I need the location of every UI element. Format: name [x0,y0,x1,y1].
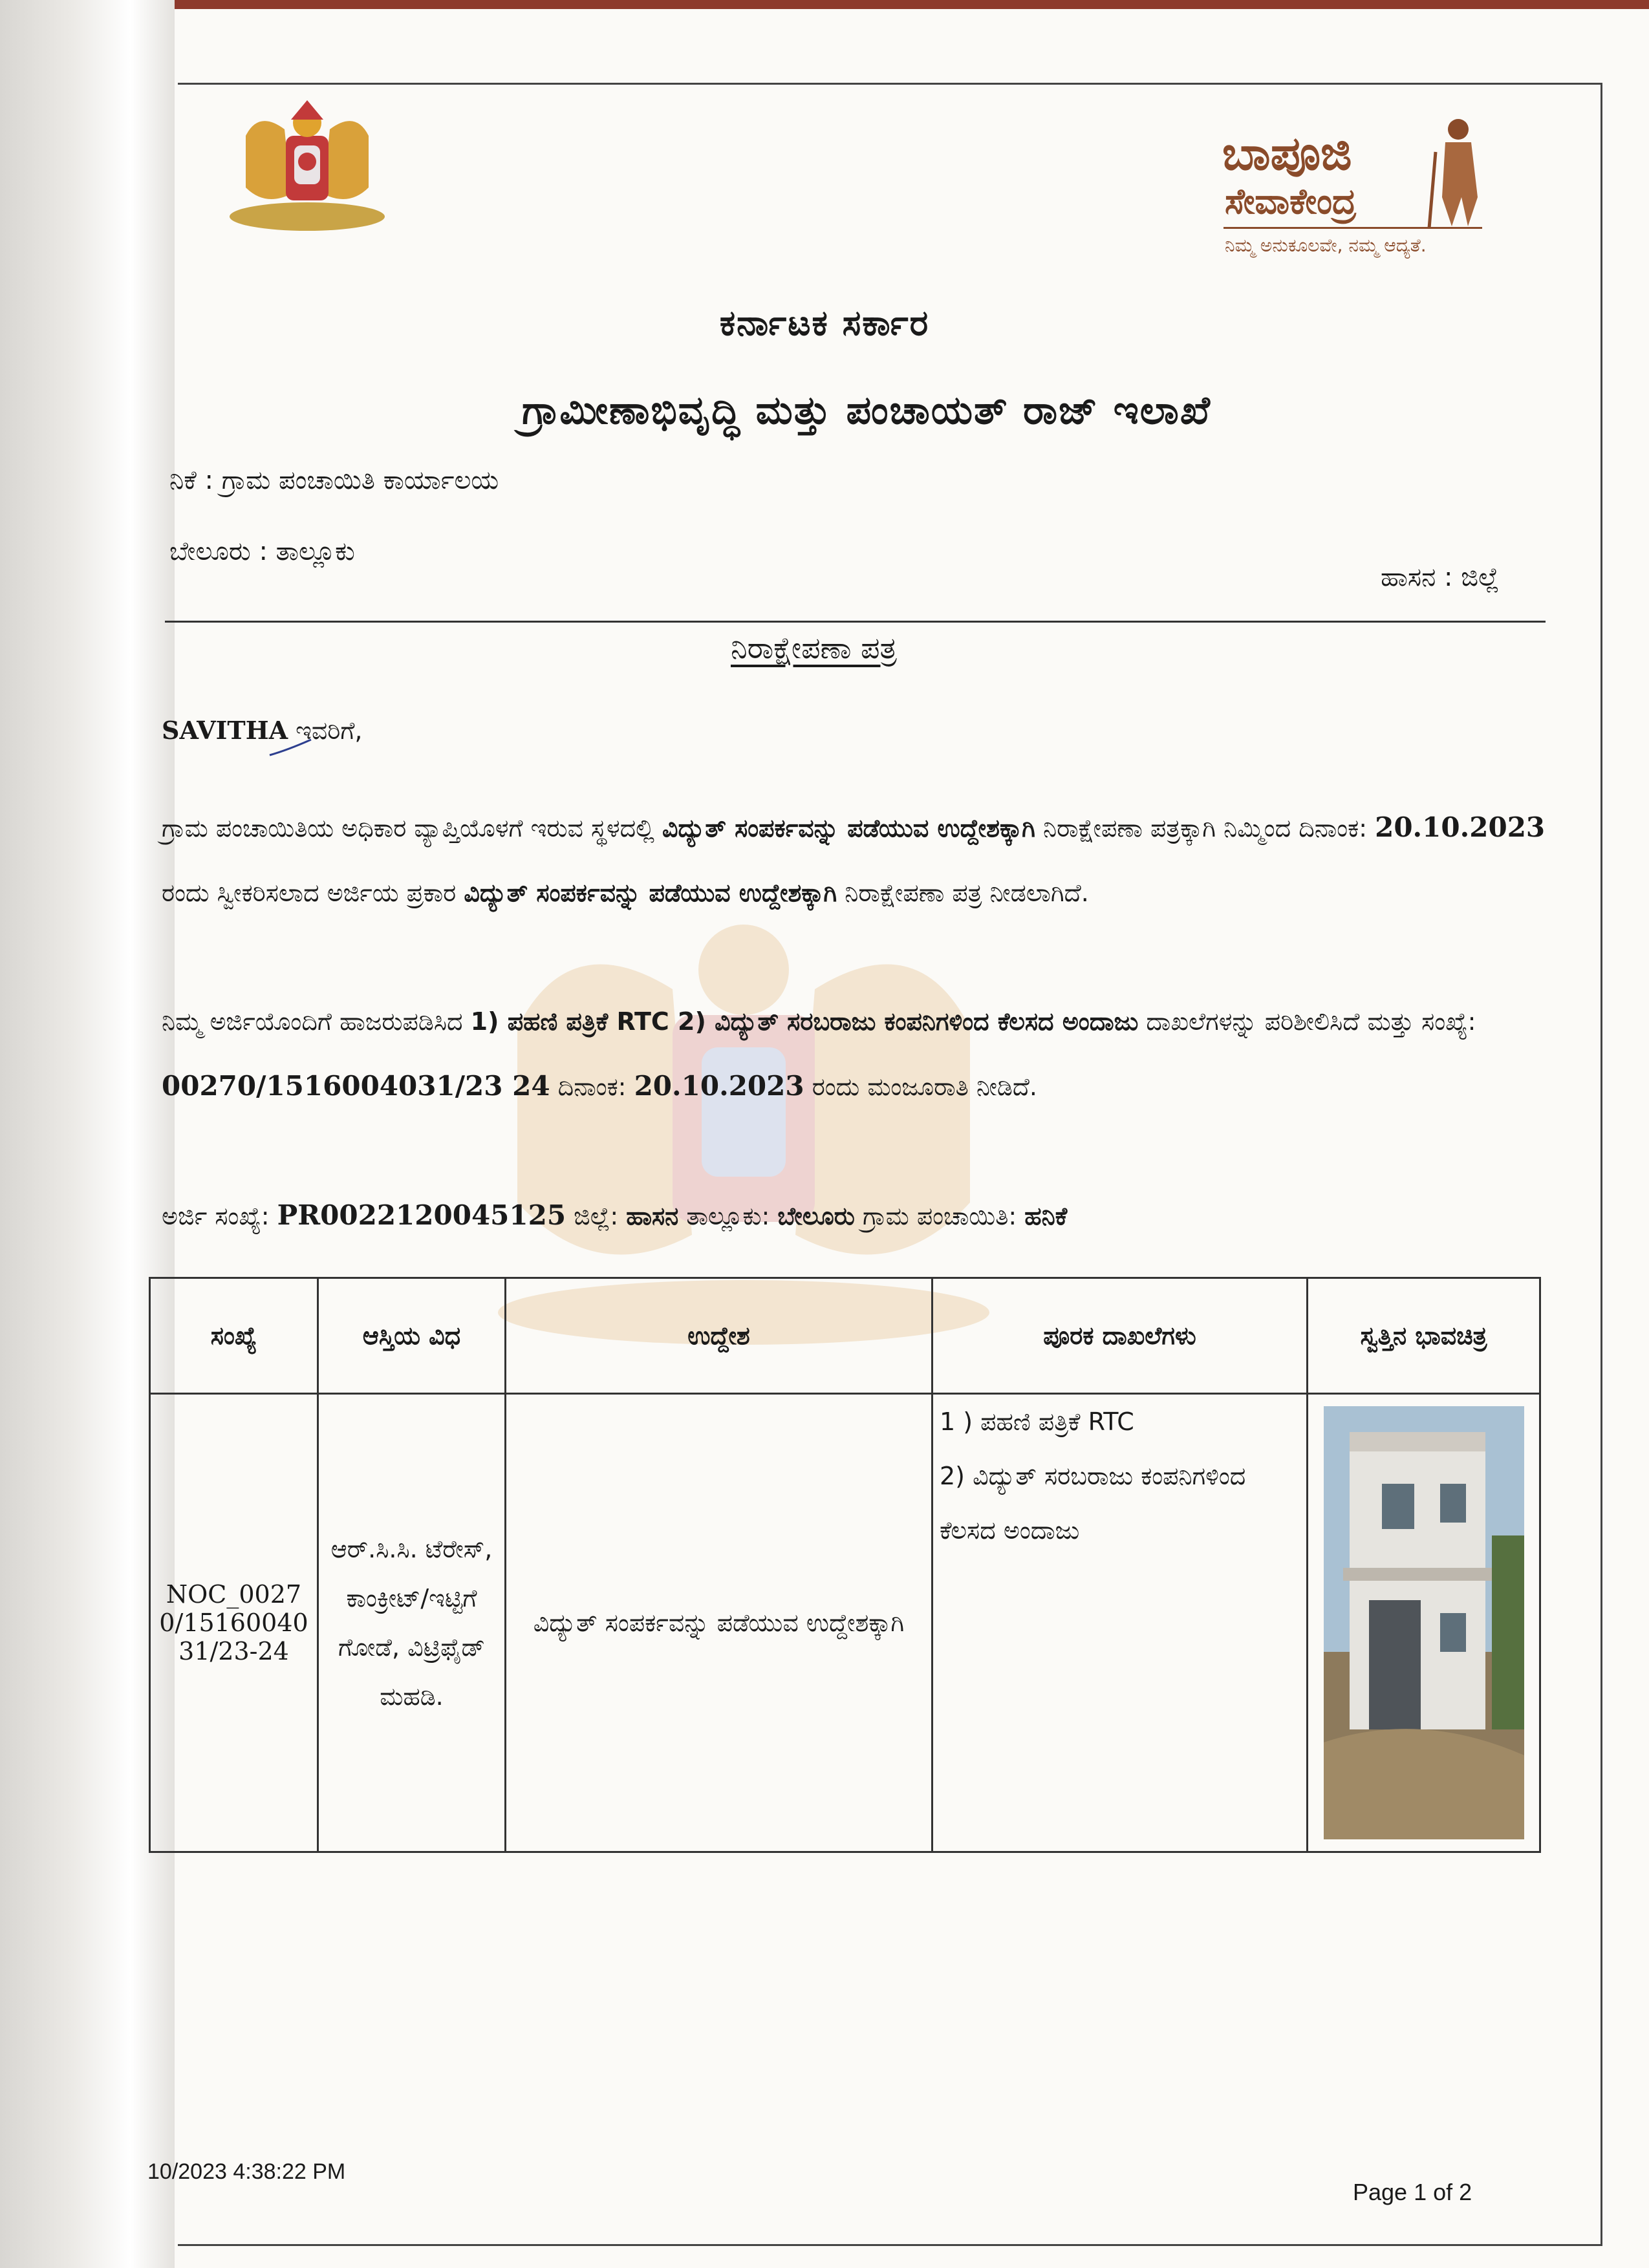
para1-purpose: ವಿದ್ಯುತ್ ಸಂಪರ್ಕವನ್ನು ಪಡೆಯುವ ಉದ್ದೇಶಕ್ಕಾಗಿ [662,814,1035,842]
cell-purpose: ವಿದ್ಯುತ್ ಸಂಪರ್ಕವನ್ನು ಪಡೆಯುವ ಉದ್ದೇಶಕ್ಕಾಗಿ [506,1394,932,1852]
reference-taluk-label: ತಾಲ್ಲೂಕು: [678,1202,778,1230]
pen-tick-mark [268,738,314,758]
reference-label: ಅರ್ಜಿ ಸಂಖ್ಯೆ: [162,1202,277,1230]
para1-part-d: ರಂದು ಸ್ವೀಕರಿಸಲಾದ ಅರ್ಜಿಯ ಪ್ರಕಾರ [162,879,464,907]
reference-gp: ಹನಿಕೆ [1024,1202,1068,1230]
brand-line2: ಸೇವಾಕೇಂದ್ರ [1225,181,1357,222]
top-edge [175,0,1649,9]
taluk-line: ಬೇಲೂರು : ತಾಲ್ಲೂಕು [169,537,355,566]
doc-item-1: 1 ) ಪಹಣಿ ಪತ್ರಿಕೆ RTC [940,1407,1134,1436]
reference-district: ಹಾಸನ [626,1202,679,1230]
para2-part-c: ದಿನಾಂಕ: [550,1073,634,1101]
header-property-type: ಆಸ್ತಿಯ ವಿಧ [318,1278,506,1394]
para1-part-a: ಗ್ರಾಮ ಪಂಚಾಯಿತಿಯ ಅಧಿಕಾರ ವ್ಯಾಪ್ತಿಯೊಳಗೆ ಇರುವ ಸ್ಥಳದಲ್ಲಿ [162,814,662,842]
header-property-photo: ಸ್ವತ್ತಿನ ಭಾವಚಿತ್ರ [1308,1278,1540,1394]
cell-supporting-docs [932,1394,1308,1852]
para2-number: 00270/1516004031/23 24 [162,1070,550,1102]
addressee-line [162,698,1546,763]
table-row [150,1394,1540,1852]
reference-gp-label: ಗ್ರಾಮ ಪಂಚಾಯಿತಿ: [854,1202,1025,1230]
district-line: ಹಾಸನ : ಜಿಲ್ಲೆ [1381,562,1500,592]
cell-number: NOC_00270/1516004031/23-24 [150,1394,318,1852]
government-title: ಕರ್ನಾಟಕ ಸರ್ಕಾರ [719,303,930,343]
property-photo [1324,1406,1524,1839]
noc-details-table [149,1277,1541,1853]
para2-documents: 1) ಪಹಣಿ ಪತ್ರಿಕೆ RTC 2) ವಿದ್ಯುತ್ ಸರಬರಾಜು ಕಂಪನಿಗಳಿಂದ ಕೆಲಸದ ಅಂದಾಜು [470,1007,1139,1036]
reference-number: PR0022120045125 [277,1199,566,1231]
header-purpose: ಉದ್ದೇಶ [506,1278,932,1394]
reference-taluk: ಬೇಲೂರು [777,1202,855,1230]
para1-part-f: ನಿರಾಕ್ಷೇಪಣಾ ಪತ್ರ ನೀಡಲಾಗಿದೆ. [837,879,1089,907]
karnataka-emblem-icon [220,97,394,239]
reference-line [162,1183,1546,1248]
header-divider [165,621,1546,623]
footer-timestamp: 10/2023 4:38:22 PM [147,2159,346,2184]
para2-part-d: ರಂದು ಮಂಜೂರಾತಿ ನೀಡಿದೆ. [804,1073,1037,1101]
table-header-row [150,1278,1540,1394]
brand-tagline: ನಿಮ್ಮ ಅನುಕೂಲವೇ, ನಮ್ಮ ಆದ್ಯತೆ. [1225,235,1427,256]
cell-property-photo [1308,1394,1540,1852]
footer-page-number: Page 1 of 2 [1353,2179,1472,2205]
paragraph-2 [162,989,1546,1119]
department-title: ಗ್ರಾಮೀಣಾಭಿವೃದ್ಧಿ ಮತ್ತು ಪಂಚಾಯತ್ ರಾಜ್ ಇಲಾಖೆ [522,388,1211,433]
cell-property-type: ಆರ್.ಸಿ.ಸಿ. ಟೆರೇಸ್, ಕಾಂಕ್ರೀಟ್/ಇಟ್ಟಿಗೆ ಗೋಡೆ, ವಿಟ್ರಿಫೈಡ್ ಮಹಡಿ. [318,1394,506,1852]
para1-date: 20.10.2023 [1375,811,1546,843]
para2-part-a: ನಿಮ್ಮ ಅರ್ಜಿಯೊಂದಿಗೆ ಹಾಜರುಪಡಿಸಿದ [162,1007,471,1036]
reference-district-label: ಜಿಲ್ಲೆ: [566,1202,627,1230]
house-image [1324,1406,1524,1839]
doc-item-2: 2) ವಿದ್ಯುತ್ ಸರಬರಾಜು ಕಂಪನಿಗಳಿಂದ ಕೆಲಸದ ಅಂದಾಜು [940,1462,1246,1545]
gandhi-figure-icon [1416,113,1500,230]
para2-date: 20.10.2023 [634,1070,804,1102]
para1-purpose-2: ವಿದ್ಯುತ್ ಸಂಪರ್ಕವನ್ನು ಪಡೆಯುವ ಉದ್ದೇಶಕ್ಕಾಗಿ [464,879,837,907]
paragraph-1 [162,795,1546,925]
para1-part-c: ನಿರಾಕ್ಷೇಪಣಾ ಪತ್ರಕ್ಕಾಗಿ ನಿಮ್ಮಿಂದ ದಿನಾಂಕ: [1035,814,1375,842]
addressee-name: SAVITHA [162,716,288,745]
header-supporting-docs: ಪೂರಕ ದಾಖಲೆಗಳು [932,1278,1308,1394]
document-title: ನಿರಾಕ್ಷೇಪಣಾ ಪತ್ರ [731,630,897,665]
bapuji-sevakendra-logo [1216,113,1500,268]
header-number: ಸಂಖ್ಯೆ [150,1278,318,1394]
brand-line1: ಬಾಪೂಜಿ [1222,126,1352,180]
office-line: ನಿಕೆ : ಗ್ರಾಮ ಪಂಚಾಯಿತಿ ಕಾರ್ಯಾಲಯ [169,465,499,495]
addressee-suffix: ಇವರಿಗೆ, [288,716,363,745]
para2-part-b: ದಾಖಲೆಗಳನ್ನು ಪರಿಶೀಲಿಸಿದೆ ಮತ್ತು ಸಂಖ್ಯೆ: [1138,1007,1476,1036]
